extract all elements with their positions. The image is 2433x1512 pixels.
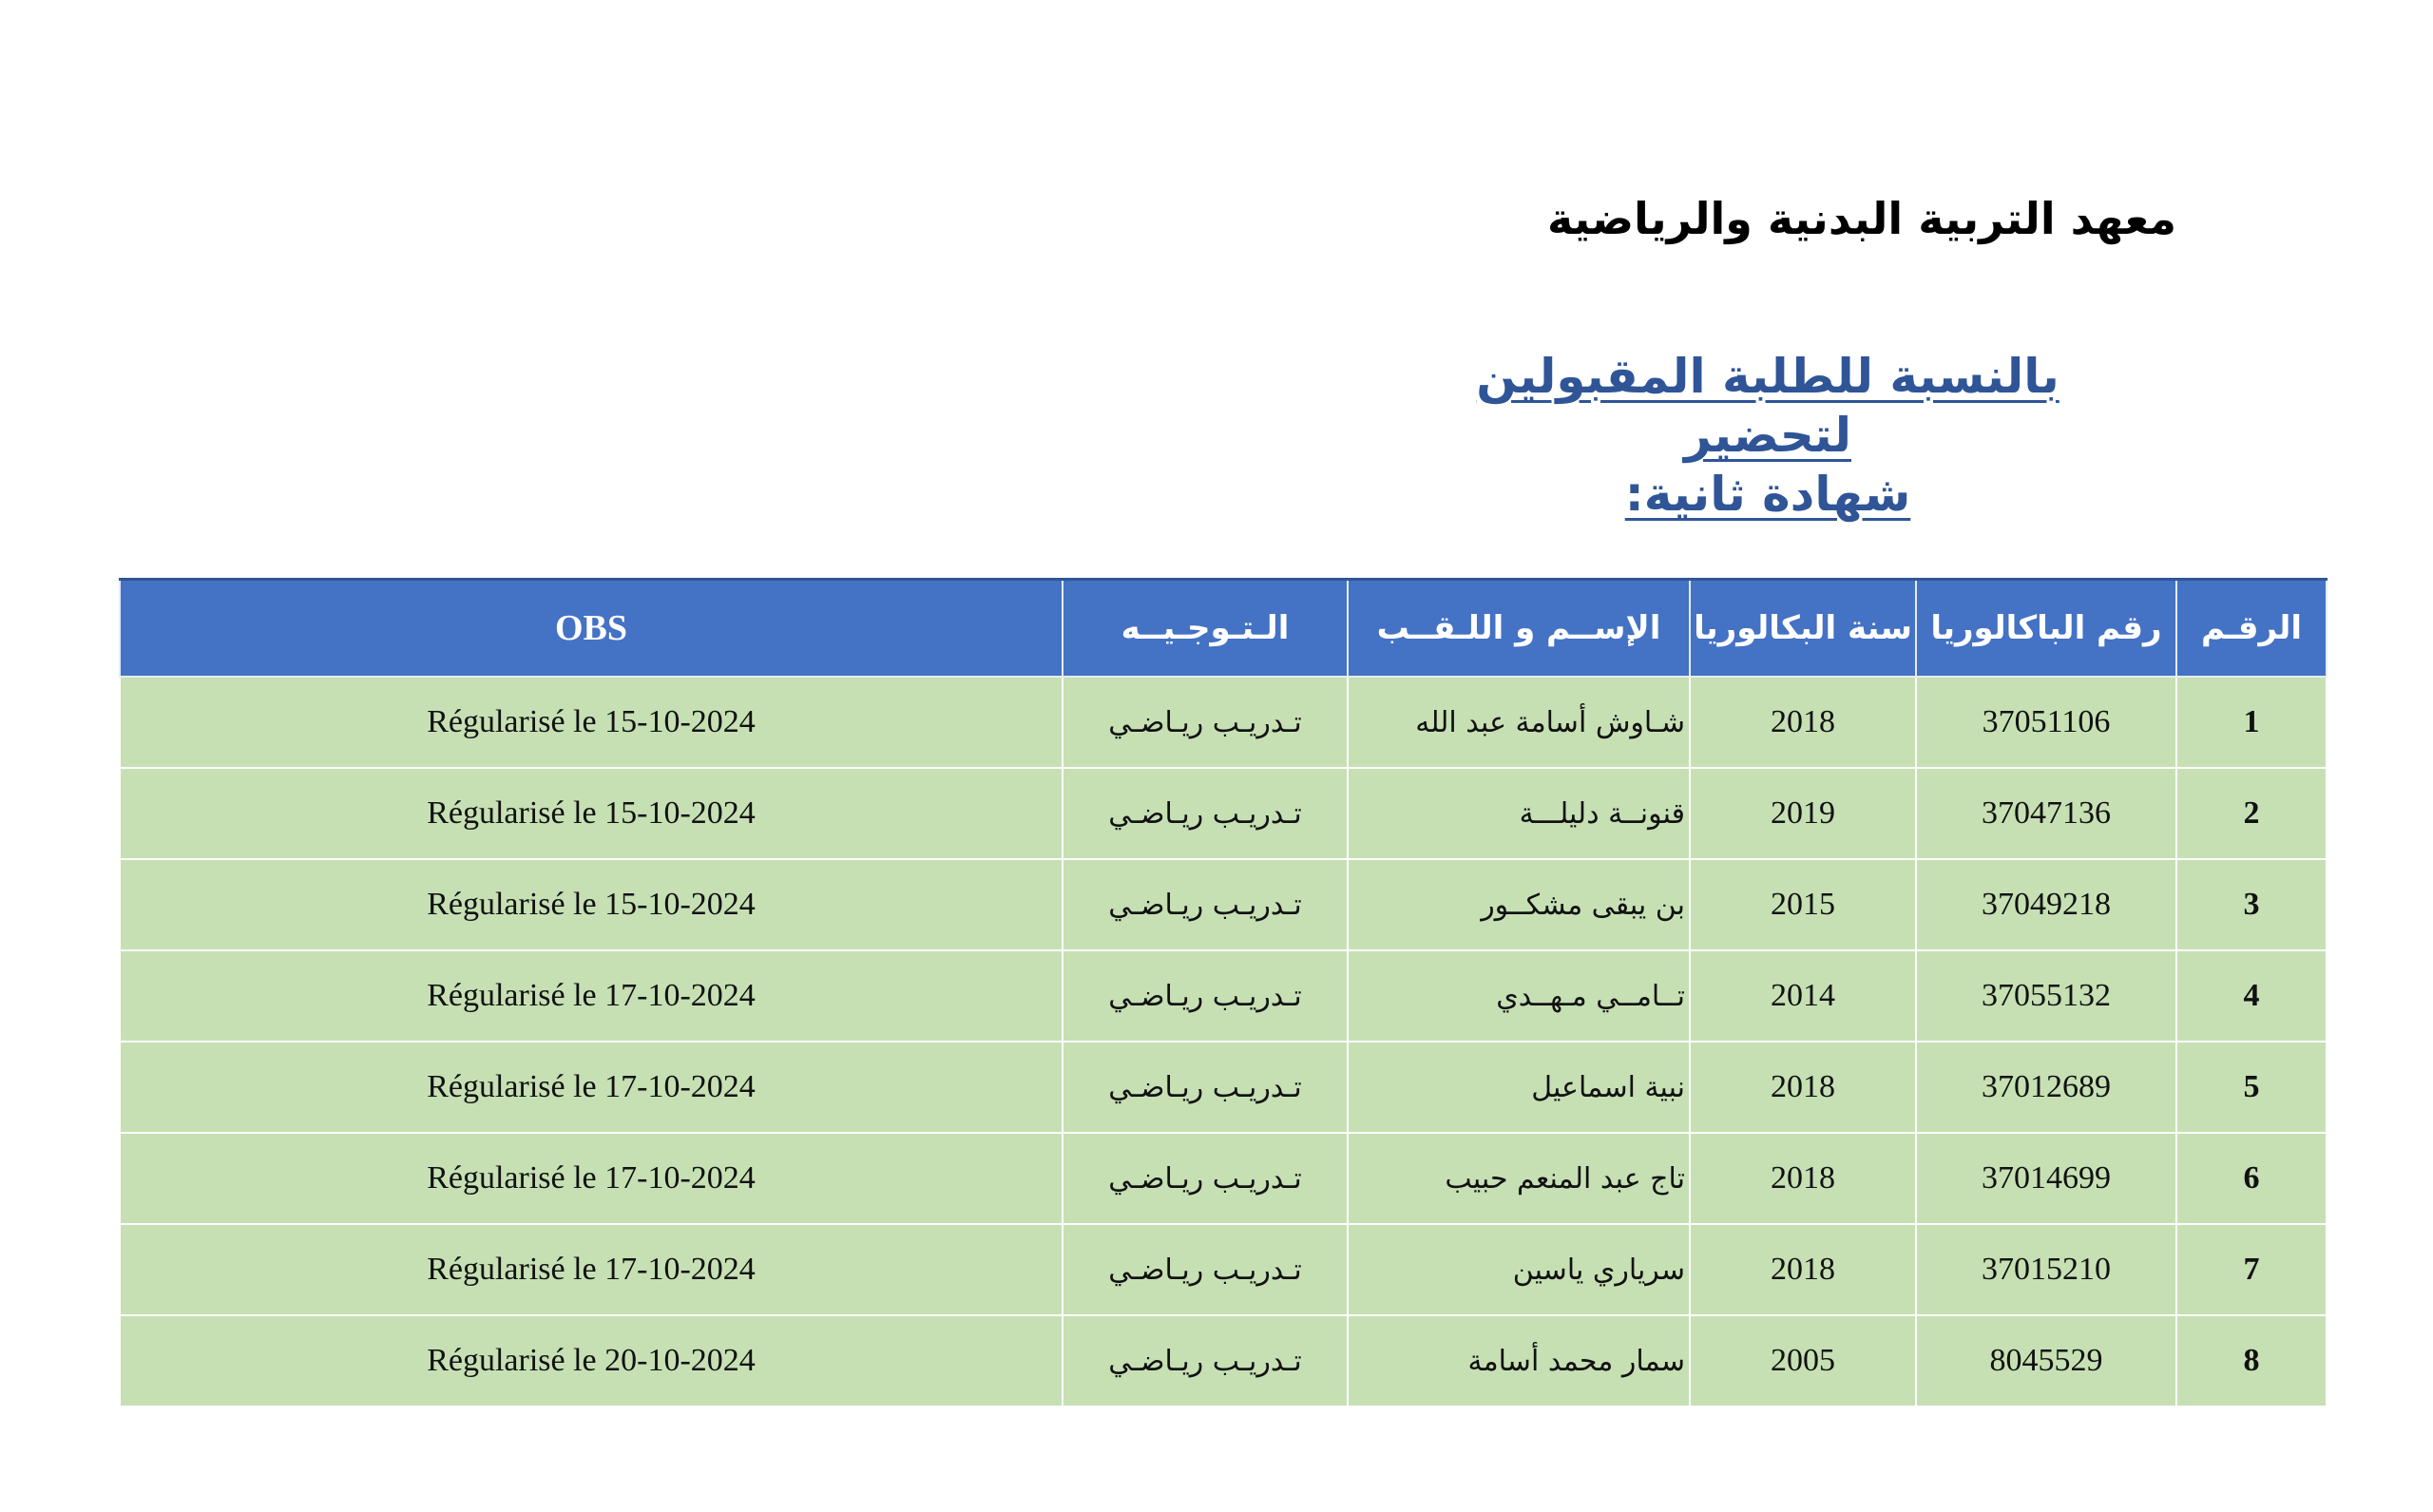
subtitle-line-1: بالنسبة للطلبة المقبولين لتحضير <box>1476 349 2059 463</box>
cell-orientation: تـدريـب ريـاضـي <box>1063 1042 1348 1133</box>
cell-orientation: تـدريـب ريـاضـي <box>1063 768 1348 859</box>
cell-bac-number: 37049218 <box>1916 859 2176 950</box>
table-row <box>120 859 2327 950</box>
cell-bac-year: 2019 <box>1690 768 1916 859</box>
students-table-container <box>119 578 2326 1407</box>
cell-obs: Régularisé le 17-10-2024 <box>120 950 1063 1042</box>
header-obs: OBS <box>120 580 1063 678</box>
table-header-row <box>120 580 2327 678</box>
subtitle-line-2: شهادة ثانية: <box>1624 467 1911 522</box>
cell-num: 6 <box>2176 1133 2327 1224</box>
cell-orientation: تـدريـب ريـاضـي <box>1063 1224 1348 1315</box>
cell-orientation: تـدريـب ريـاضـي <box>1063 1315 1348 1407</box>
cell-num: 5 <box>2176 1042 2327 1133</box>
cell-num: 7 <box>2176 1224 2327 1315</box>
cell-obs: Régularisé le 15-10-2024 <box>120 677 1063 768</box>
cell-obs: Régularisé le 17-10-2024 <box>120 1133 1063 1224</box>
table-body <box>120 677 2327 1407</box>
cell-student-name: سرياري ياسين <box>1348 1224 1690 1315</box>
cell-bac-year: 2018 <box>1690 677 1916 768</box>
table-row <box>120 1133 2327 1224</box>
cell-student-name: قنونــة دليلـــة <box>1348 768 1690 859</box>
header-bac-year: سنة البكالوريا <box>1690 580 1916 678</box>
table-row <box>120 677 2327 768</box>
header-num: الرقـم <box>2176 580 2327 678</box>
cell-bac-number: 8045529 <box>1916 1315 2176 1407</box>
cell-bac-number: 37012689 <box>1916 1042 2176 1133</box>
table-row <box>120 768 2327 859</box>
cell-num: 2 <box>2176 768 2327 859</box>
table-row <box>120 1315 2327 1407</box>
cell-bac-number: 37047136 <box>1916 768 2176 859</box>
students-table <box>119 578 2328 1407</box>
table-row <box>120 1224 2327 1315</box>
cell-bac-number: 37051106 <box>1916 677 2176 768</box>
institute-title: معهد التربية البدنية والرياضية <box>1546 193 2176 244</box>
cell-orientation: تـدريـب ريـاضـي <box>1063 859 1348 950</box>
cell-num: 4 <box>2176 950 2327 1042</box>
table-row <box>120 950 2327 1042</box>
cell-obs: Régularisé le 15-10-2024 <box>120 859 1063 950</box>
cell-orientation: تـدريـب ريـاضـي <box>1063 1133 1348 1224</box>
cell-student-name: شـاوش أسامة عبد الله <box>1348 677 1690 768</box>
cell-bac-number: 37055132 <box>1916 950 2176 1042</box>
cell-obs: Régularisé le 15-10-2024 <box>120 768 1063 859</box>
cell-num: 1 <box>2176 677 2327 768</box>
cell-student-name: تاج عبد المنعم حبيب <box>1348 1133 1690 1224</box>
cell-student-name: بن يبقى مشكــور <box>1348 859 1690 950</box>
cell-bac-year: 2018 <box>1690 1224 1916 1315</box>
cell-orientation: تـدريـب ريـاضـي <box>1063 950 1348 1042</box>
cell-bac-number: 37015210 <box>1916 1224 2176 1315</box>
page-subtitle <box>1407 347 2129 524</box>
cell-num: 8 <box>2176 1315 2327 1407</box>
cell-student-name: نبية اسماعيل <box>1348 1042 1690 1133</box>
cell-obs: Régularisé le 17-10-2024 <box>120 1042 1063 1133</box>
cell-student-name: تــامــي مـهــدي <box>1348 950 1690 1042</box>
cell-bac-year: 2005 <box>1690 1315 1916 1407</box>
header-bac-number: رقم الباكالوريا <box>1916 580 2176 678</box>
header-name: الإســم و اللـقــب <box>1348 580 1690 678</box>
cell-obs: Régularisé le 17-10-2024 <box>120 1224 1063 1315</box>
header-orientation: الـتـوجـيــه <box>1063 580 1348 678</box>
cell-num: 3 <box>2176 859 2327 950</box>
cell-bac-year: 2015 <box>1690 859 1916 950</box>
cell-student-name: سمار محمد أسامة <box>1348 1315 1690 1407</box>
cell-bac-year: 2014 <box>1690 950 1916 1042</box>
cell-bac-year: 2018 <box>1690 1133 1916 1224</box>
cell-obs: Régularisé le 20-10-2024 <box>120 1315 1063 1407</box>
cell-orientation: تـدريـب ريـاضـي <box>1063 677 1348 768</box>
table-row <box>120 1042 2327 1133</box>
cell-bac-number: 37014699 <box>1916 1133 2176 1224</box>
cell-bac-year: 2018 <box>1690 1042 1916 1133</box>
